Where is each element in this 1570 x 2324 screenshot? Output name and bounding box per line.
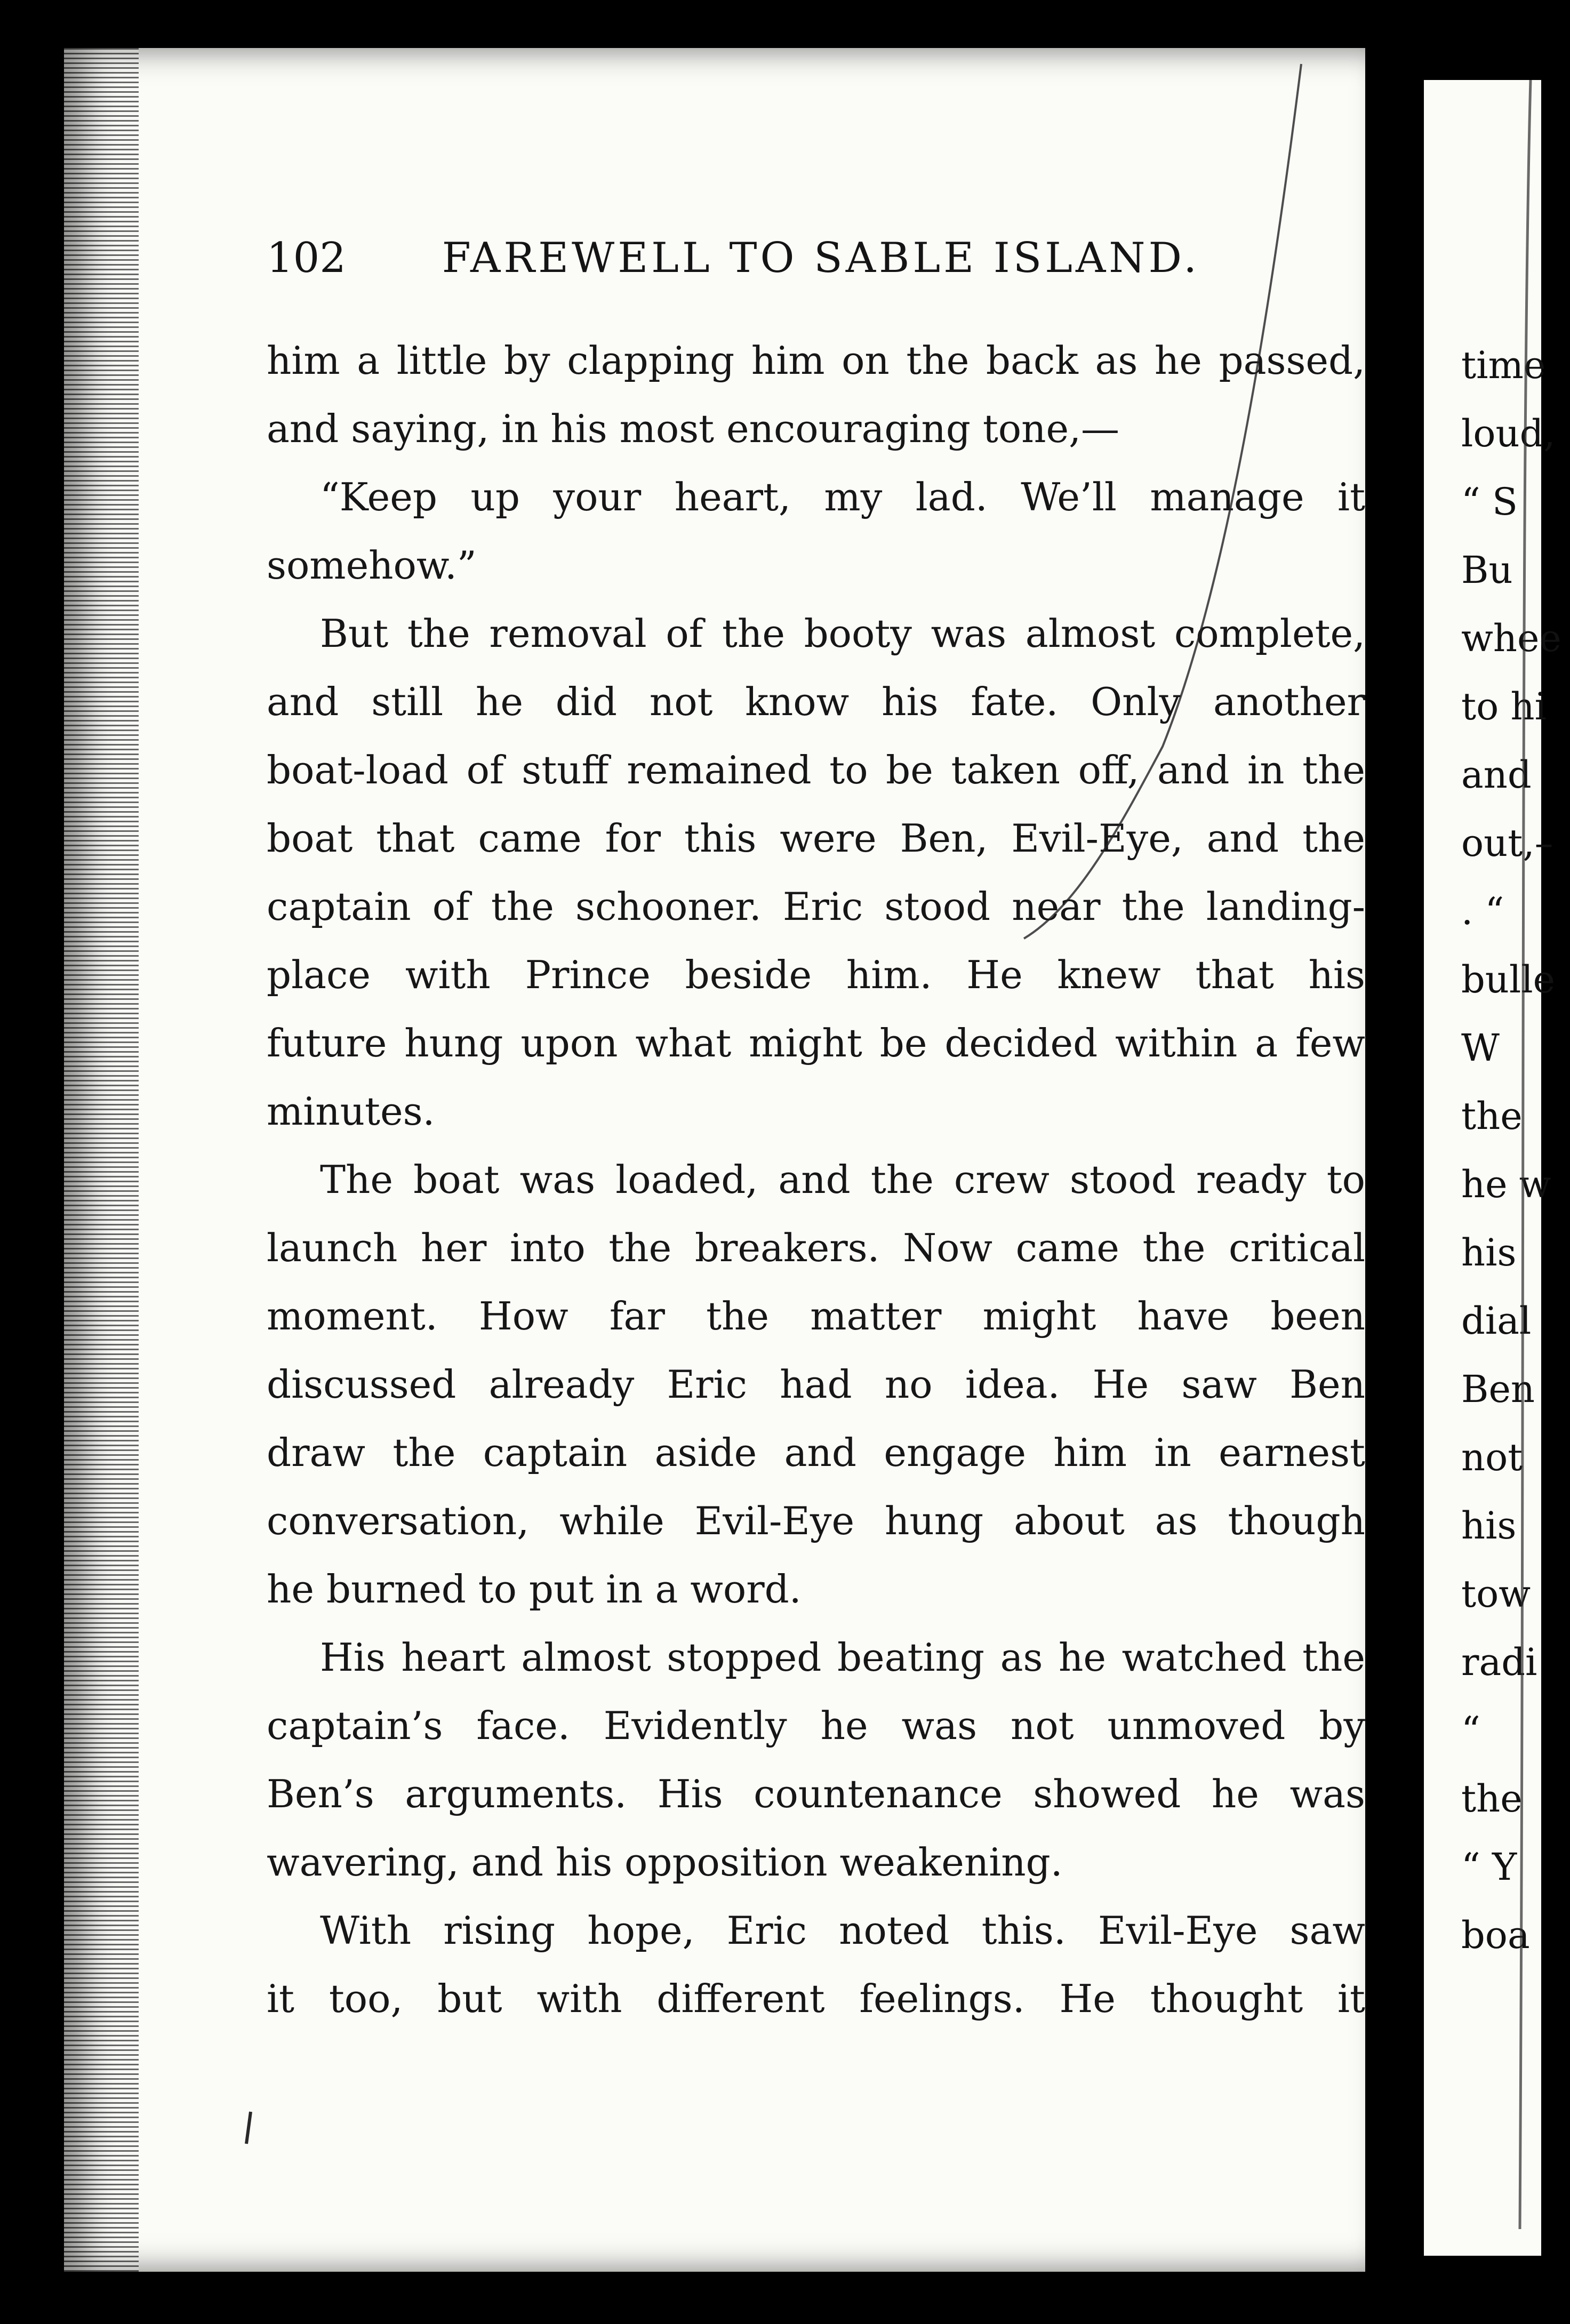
adjacent-line-fragment: Ben	[1461, 1367, 1535, 1411]
text-line: draw the captain aside and engage him in earnest	[267, 1430, 1365, 1475]
text-line: But the removal of the booty was almost complete,	[320, 611, 1365, 656]
text-line: The boat was loaded, and the crew stood ready to	[320, 1157, 1365, 1202]
text-line: place with Prince beside him. He knew that his	[267, 952, 1365, 997]
adjacent-line-fragment: “ Y	[1461, 1845, 1517, 1889]
adjacent-line-fragment: “ S	[1461, 480, 1518, 524]
adjacent-line-fragment: dial	[1461, 1299, 1532, 1343]
adjacent-line-fragment: . “	[1461, 889, 1504, 933]
text-line: wavering, and his opposition weakening.	[267, 1840, 1063, 1885]
adjacent-line-fragment: W	[1461, 1026, 1500, 1070]
text-line: him a little by clapping him on the back as he passed,	[267, 338, 1365, 383]
text-line: conversation, while Evil-Eye hung about as though	[267, 1498, 1365, 1543]
text-line: moment. How far the matter might have been	[267, 1294, 1365, 1339]
adjacent-line-fragment: and	[1461, 753, 1532, 797]
text-line: and still he did not know his fate. Only another	[267, 679, 1365, 724]
adjacent-line-fragment: he w	[1461, 1163, 1551, 1206]
text-line: minutes.	[267, 1089, 435, 1134]
text-line: Ben’s arguments. His countenance showed he was	[267, 1772, 1365, 1816]
adjacent-line-fragment: to hi	[1461, 685, 1547, 728]
adjacent-line-fragment: the	[1461, 1777, 1523, 1821]
adjacent-line-fragment: whee	[1461, 616, 1561, 660]
running-head	[267, 234, 1200, 282]
adjacent-line-fragment: not	[1461, 1436, 1523, 1479]
adjacent-line-fragment: loud,	[1461, 412, 1556, 455]
text-line: boat-load of stuff remained to be taken off, and in the	[267, 748, 1365, 792]
chapter-running-title: FAREWELL TO SABLE ISLAND.	[442, 234, 1200, 282]
text-line: “Keep up your heart, my lad. We’ll manage it	[320, 475, 1365, 519]
text-line: With rising hope, Eric noted this. Evil-Eye saw	[320, 1908, 1365, 1953]
adjacent-line-fragment: time	[1461, 343, 1546, 387]
page-gutter-shadow	[64, 48, 139, 2272]
adjacent-line-fragment: bulle	[1461, 958, 1556, 1001]
adjacent-line-fragment: “	[1461, 1709, 1480, 1752]
adjacent-line-fragment: tow	[1461, 1572, 1531, 1616]
text-line: and saying, in his most encouraging tone,—	[267, 406, 1119, 451]
text-line: he burned to put in a word.	[267, 1567, 802, 1612]
page-number: 102	[267, 234, 346, 282]
adjacent-page-fragment	[1424, 80, 1561, 2256]
text-line: captain’s face. Evidently he was not unmoved by	[267, 1703, 1365, 1748]
text-line: future hung upon what might be decided within a few	[267, 1021, 1365, 1065]
adjacent-line-fragment: his	[1461, 1231, 1517, 1275]
text-line: boat that came for this were Ben, Evil-Eye, and the	[267, 816, 1365, 861]
adjacent-line-fragment: radi	[1461, 1640, 1537, 1684]
text-line: discussed already Eric had no idea. He saw Ben	[267, 1362, 1365, 1407]
text-line: it too, but with different feelings. He thought it	[267, 1976, 1365, 2021]
adjacent-line-fragment: out,–	[1461, 821, 1553, 865]
text-line: launch her into the breakers. Now came the critical	[267, 1225, 1365, 1270]
text-line: His heart almost stopped beating as he watched the	[320, 1635, 1365, 1680]
adjacent-line-fragment: boa	[1461, 1913, 1530, 1957]
adjacent-line-fragment: the	[1461, 1094, 1523, 1138]
text-line: captain of the schooner. Eric stood near the landing-	[267, 884, 1365, 929]
adjacent-line-fragment: Bu	[1461, 548, 1513, 592]
adjacent-line-fragment: his	[1461, 1504, 1517, 1548]
text-line: somehow.”	[267, 543, 477, 588]
